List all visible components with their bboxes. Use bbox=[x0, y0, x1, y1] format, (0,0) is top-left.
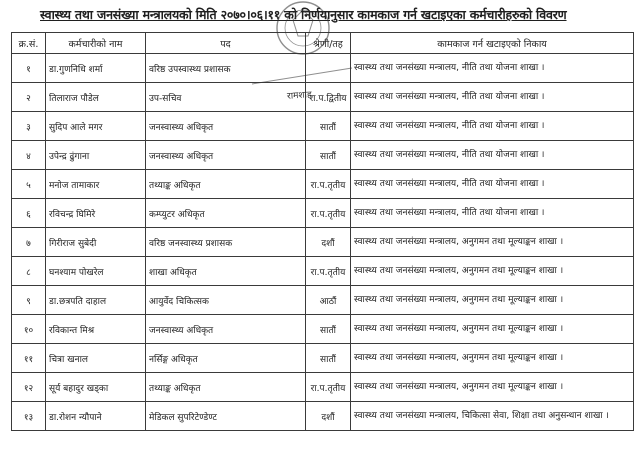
level-cell: रा.प.तृतीय bbox=[306, 170, 351, 199]
serial-cell: ११ bbox=[12, 344, 46, 373]
table-body bbox=[12, 54, 634, 431]
level-cell: आठौं bbox=[306, 286, 351, 315]
office-cell: स्वास्थ्य तथा जनसंख्या मन्त्रालय, नीति तथा योजना शाखा । bbox=[351, 112, 634, 141]
name-cell: रविकान्त मिश्र bbox=[46, 315, 146, 344]
name-cell: मनोज तामाकार bbox=[46, 170, 146, 199]
post-cell: जनस्वास्थ्य अधिकृत bbox=[146, 112, 306, 141]
table-row bbox=[12, 199, 634, 228]
office-cell: स्वास्थ्य तथा जनसंख्या मन्त्रालय, अनुगमन तथा मूल्याङ्कन शाखा । bbox=[351, 286, 634, 315]
office-cell: स्वास्थ्य तथा जनसंख्या मन्त्रालय, चिकित्सा सेवा, शिक्षा तथा अनुसन्धान शाखा । bbox=[351, 402, 634, 431]
serial-cell: १ bbox=[12, 54, 46, 83]
name-cell: डा.रोशन न्यौपाने bbox=[46, 402, 146, 431]
serial-cell: १२ bbox=[12, 373, 46, 402]
office-cell: स्वास्थ्य तथा जनसंख्या मन्त्रालय, नीति तथा योजना शाखा । bbox=[351, 170, 634, 199]
header-name: कर्मचारीको नाम bbox=[46, 33, 146, 54]
office-cell: स्वास्थ्य तथा जनसंख्या मन्त्रालय, नीति तथा योजना शाखा । bbox=[351, 54, 634, 83]
table-row bbox=[12, 373, 634, 402]
table-row bbox=[12, 344, 634, 373]
office-cell: स्वास्थ्य तथा जनसंख्या मन्त्रालय, नीति तथा योजना शाखा । bbox=[351, 141, 634, 170]
serial-cell: १० bbox=[12, 315, 46, 344]
post-cell: जनस्वास्थ्य अधिकृत bbox=[146, 141, 306, 170]
table-row bbox=[12, 54, 634, 83]
serial-cell: १३ bbox=[12, 402, 46, 431]
name-cell: उपेन्द्र ढुंगाना bbox=[46, 141, 146, 170]
table-row bbox=[12, 141, 634, 170]
office-cell: स्वास्थ्य तथा जनसंख्या मन्त्रालय, नीति तथा योजना शाखा । bbox=[351, 199, 634, 228]
serial-cell: ५ bbox=[12, 170, 46, 199]
header-office: कामकाज गर्न खटाइएको निकाय bbox=[351, 33, 634, 54]
table-row bbox=[12, 83, 634, 112]
post-cell: शाखा अधिकृत bbox=[146, 257, 306, 286]
serial-cell: ६ bbox=[12, 199, 46, 228]
table-row bbox=[12, 402, 634, 431]
post-cell: तथ्याङ्क अधिकृत bbox=[146, 170, 306, 199]
signature: रामशाह bbox=[286, 90, 313, 102]
name-cell: डा.छत्रपति दाहाल bbox=[46, 286, 146, 315]
office-cell: स्वास्थ्य तथा जनसंख्या मन्त्रालय, नीति तथा योजना शाखा । bbox=[351, 83, 634, 112]
name-cell: सुदिप आले मगर bbox=[46, 112, 146, 141]
table-row bbox=[12, 170, 634, 199]
table-header-row bbox=[12, 33, 634, 54]
name-cell: डा.गुणनिधि शर्मा bbox=[46, 54, 146, 83]
office-cell: स्वास्थ्य तथा जनसंख्या मन्त्रालय, अनुगमन तथा मूल्याङ्कन शाखा । bbox=[351, 228, 634, 257]
table-row bbox=[12, 257, 634, 286]
office-cell: स्वास्थ्य तथा जनसंख्या मन्त्रालय, अनुगमन तथा मूल्याङ्कन शाखा । bbox=[351, 373, 634, 402]
post-cell: जनस्वास्थ्य अधिकृत bbox=[146, 315, 306, 344]
header-level: श्रेणी/तह bbox=[306, 33, 351, 54]
name-cell: चित्रा खनाल bbox=[46, 344, 146, 373]
level-cell: रा.प.तृतीय bbox=[306, 373, 351, 402]
post-cell: वरिष्ठ जनस्वास्थ्य प्रशासक bbox=[146, 228, 306, 257]
post-cell: मेडिकल सुपरिटेण्डेण्ट bbox=[146, 402, 306, 431]
level-cell: रा.प.द्वितीय bbox=[306, 83, 351, 112]
post-cell: तथ्याङ्क अधिकृत bbox=[146, 373, 306, 402]
table-row bbox=[12, 315, 634, 344]
post-cell: वरिष्ठ उपस्वास्थ्य प्रशासक bbox=[146, 54, 306, 83]
table-row bbox=[12, 228, 634, 257]
serial-cell: २ bbox=[12, 83, 46, 112]
post-cell: कम्प्युटर अधिकृत bbox=[146, 199, 306, 228]
table-row bbox=[12, 286, 634, 315]
level-cell: सातौं bbox=[306, 112, 351, 141]
office-cell: स्वास्थ्य तथा जनसंख्या मन्त्रालय, अनुगमन तथा मूल्याङ्कन शाखा । bbox=[351, 315, 634, 344]
name-cell: सूर्य बहादुर खड्का bbox=[46, 373, 146, 402]
name-cell: घनश्याम पोखरेल bbox=[46, 257, 146, 286]
post-cell: नर्सिङ्ग अधिकृत bbox=[146, 344, 306, 373]
level-cell: सातौं bbox=[306, 315, 351, 344]
serial-cell: ७ bbox=[12, 228, 46, 257]
serial-cell: ३ bbox=[12, 112, 46, 141]
staff-table bbox=[11, 32, 634, 431]
post-cell: उप-सचिव bbox=[146, 83, 306, 112]
post-cell: आयुर्वेद चिकित्सक bbox=[146, 286, 306, 315]
name-cell: रविचन्द्र घिमिरे bbox=[46, 199, 146, 228]
office-cell: स्वास्थ्य तथा जनसंख्या मन्त्रालय, अनुगमन तथा मूल्याङ्कन शाखा । bbox=[351, 257, 634, 286]
level-cell: सातौं bbox=[306, 141, 351, 170]
header-serial: क्र.सं. bbox=[12, 33, 46, 54]
serial-cell: ९ bbox=[12, 286, 46, 315]
level-cell: दशौं bbox=[306, 402, 351, 431]
table-row bbox=[12, 112, 634, 141]
header-post: पद bbox=[146, 33, 306, 54]
document-title: स्वास्थ्य तथा जनसंख्या मन्त्रालयको मिति २०७०।०६।११ को निर्णयानुसार कामकाज गर्न खटाइएका कर्मचारीहरुको विवरण bbox=[40, 7, 567, 22]
level-cell: रा.प.तृतीय bbox=[306, 257, 351, 286]
level-cell: रा.प.तृतीय bbox=[306, 199, 351, 228]
office-cell: स्वास्थ्य तथा जनसंख्या मन्त्रालय, अनुगमन तथा मूल्याङ्कन शाखा । bbox=[351, 344, 634, 373]
name-cell: तिलाराज पौडेल bbox=[46, 83, 146, 112]
level-cell: सातौं bbox=[306, 344, 351, 373]
level-cell bbox=[306, 54, 351, 83]
serial-cell: ४ bbox=[12, 141, 46, 170]
name-cell: गिरीराज सुबेदी bbox=[46, 228, 146, 257]
level-cell: दशौं bbox=[306, 228, 351, 257]
serial-cell: ८ bbox=[12, 257, 46, 286]
